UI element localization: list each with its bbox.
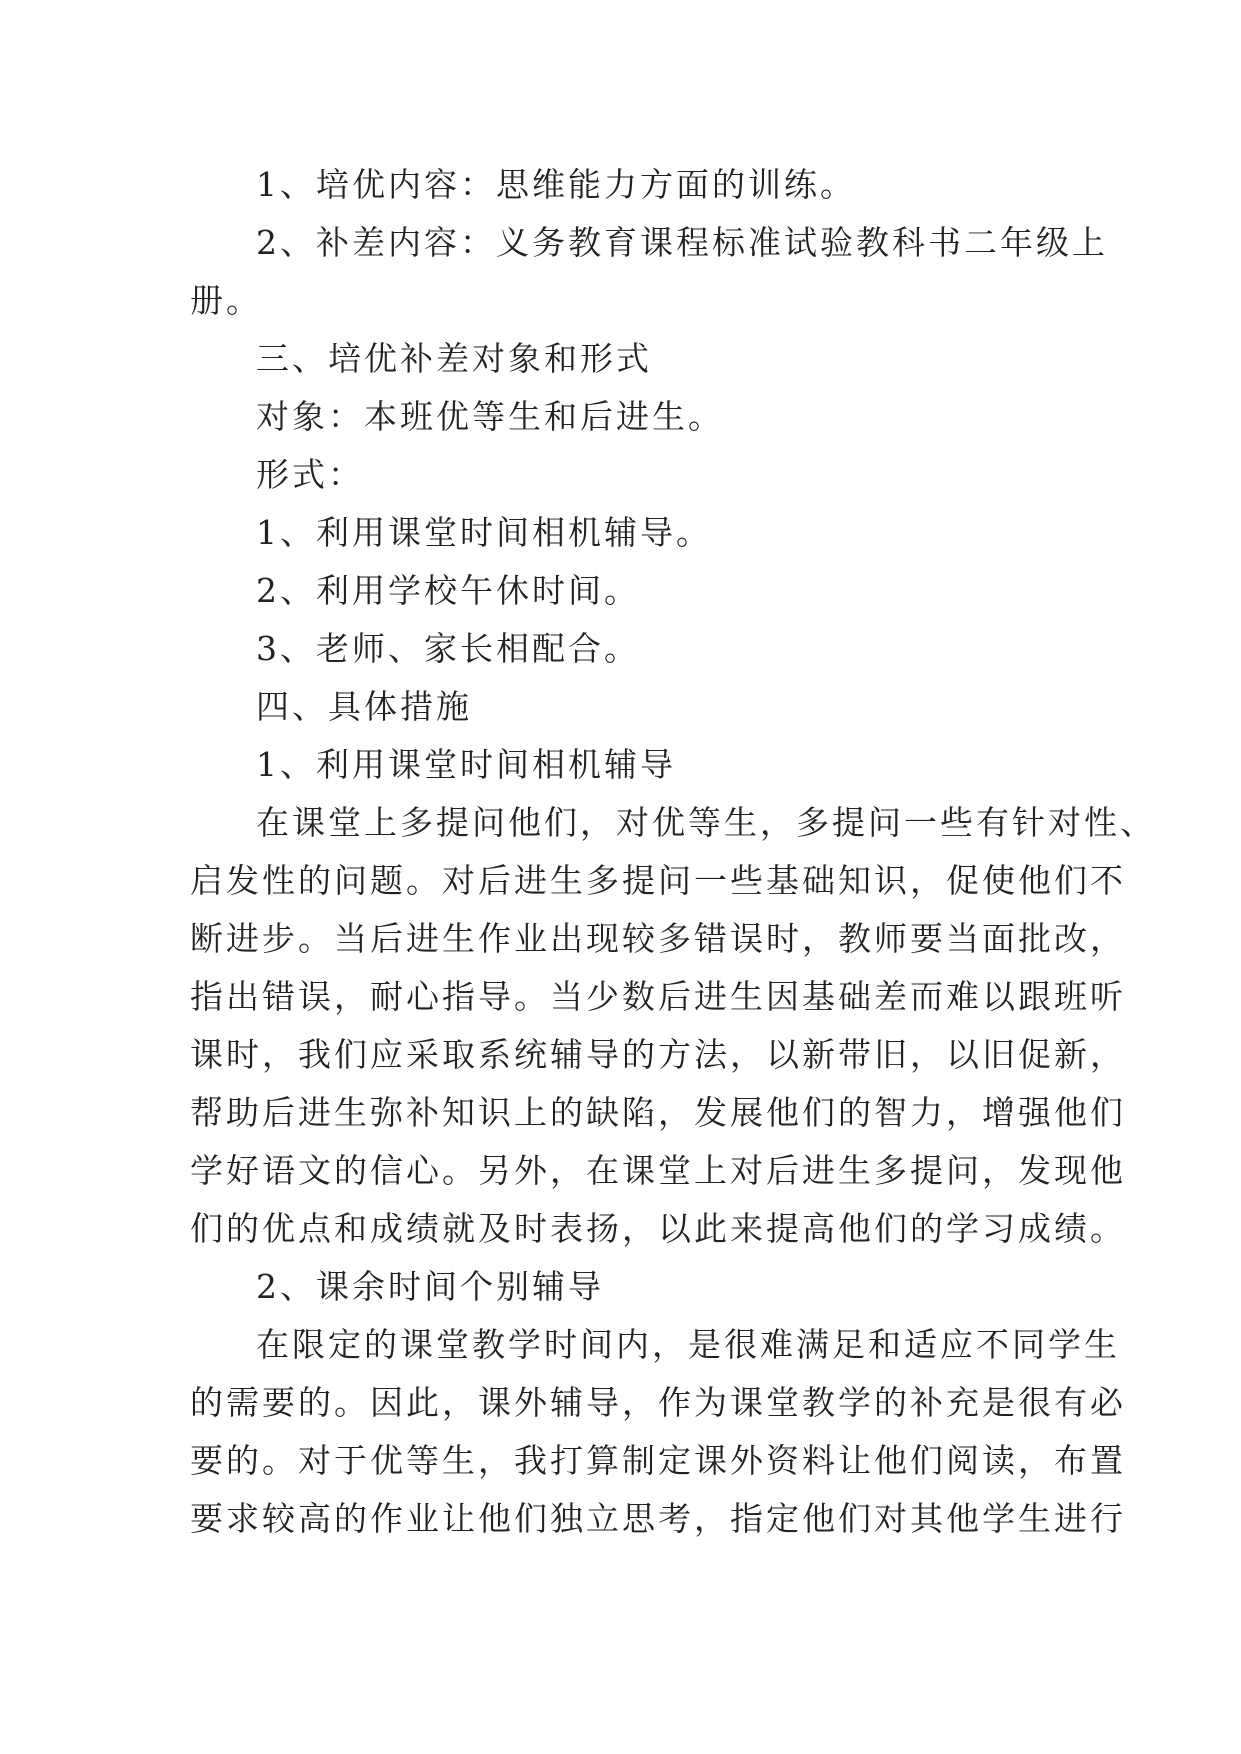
paragraph-line: 在课堂上多提问他们，对优等生，多提问一些有针对性、 (256, 803, 1156, 842)
paragraph-line: 在限定的课堂教学时间内，是很难满足和适应不同学生 (256, 1325, 1120, 1364)
paragraph-line: 指出错误，耐心指导。当少数后进生因基础差而难以跟班听 (190, 977, 1126, 1016)
paragraph-line: 帮助后进生弥补知识上的缺陷，发展他们的智力，增强他们 (190, 1093, 1126, 1132)
subsection-heading: 2、课余时间个别辅导 (256, 1267, 604, 1306)
subsection-heading: 1、利用课堂时间相机辅导 (256, 745, 676, 784)
paragraph-line: 要求较高的作业让他们独立思考，指定他们对其他学生进行 (190, 1499, 1126, 1538)
list-item: 3、老师、家长相配合。 (256, 629, 640, 668)
paragraph-line: 课时，我们应采取系统辅导的方法，以新带旧，以旧促新， (190, 1035, 1126, 1074)
list-item: 1、利用课堂时间相机辅导。 (256, 513, 712, 552)
text-line: 形式： (256, 455, 364, 494)
section-heading: 四、具体措施 (256, 687, 472, 726)
text-line: 对象：本班优等生和后进生。 (256, 397, 724, 436)
text-line: 册。 (190, 281, 262, 320)
paragraph-line: 要的。对于优等生，我打算制定课外资料让他们阅读，布置 (190, 1441, 1126, 1480)
text-line: 2、补差内容：义务教育课程标准试验教科书二年级上 (256, 223, 1108, 262)
paragraph-line: 断进步。当后进生作业出现较多错误时，教师要当面批改， (190, 919, 1126, 958)
list-item: 2、利用学校午休时间。 (256, 571, 640, 610)
paragraph-line: 启发性的问题。对后进生多提问一些基础知识，促使他们不 (190, 861, 1126, 900)
text-line: 1、培优内容：思维能力方面的训练。 (256, 165, 856, 204)
section-heading: 三、培优补差对象和形式 (256, 339, 652, 378)
document-body (190, 156, 1156, 1548)
paragraph-line: 学好语文的信心。另外，在课堂上对后进生多提问，发现他 (190, 1151, 1126, 1190)
paragraph-line: 们的优点和成绩就及时表扬，以此来提高他们的学习成绩。 (190, 1209, 1126, 1248)
paragraph-line: 的需要的。因此，课外辅导，作为课堂教学的补充是很有必 (190, 1383, 1126, 1422)
